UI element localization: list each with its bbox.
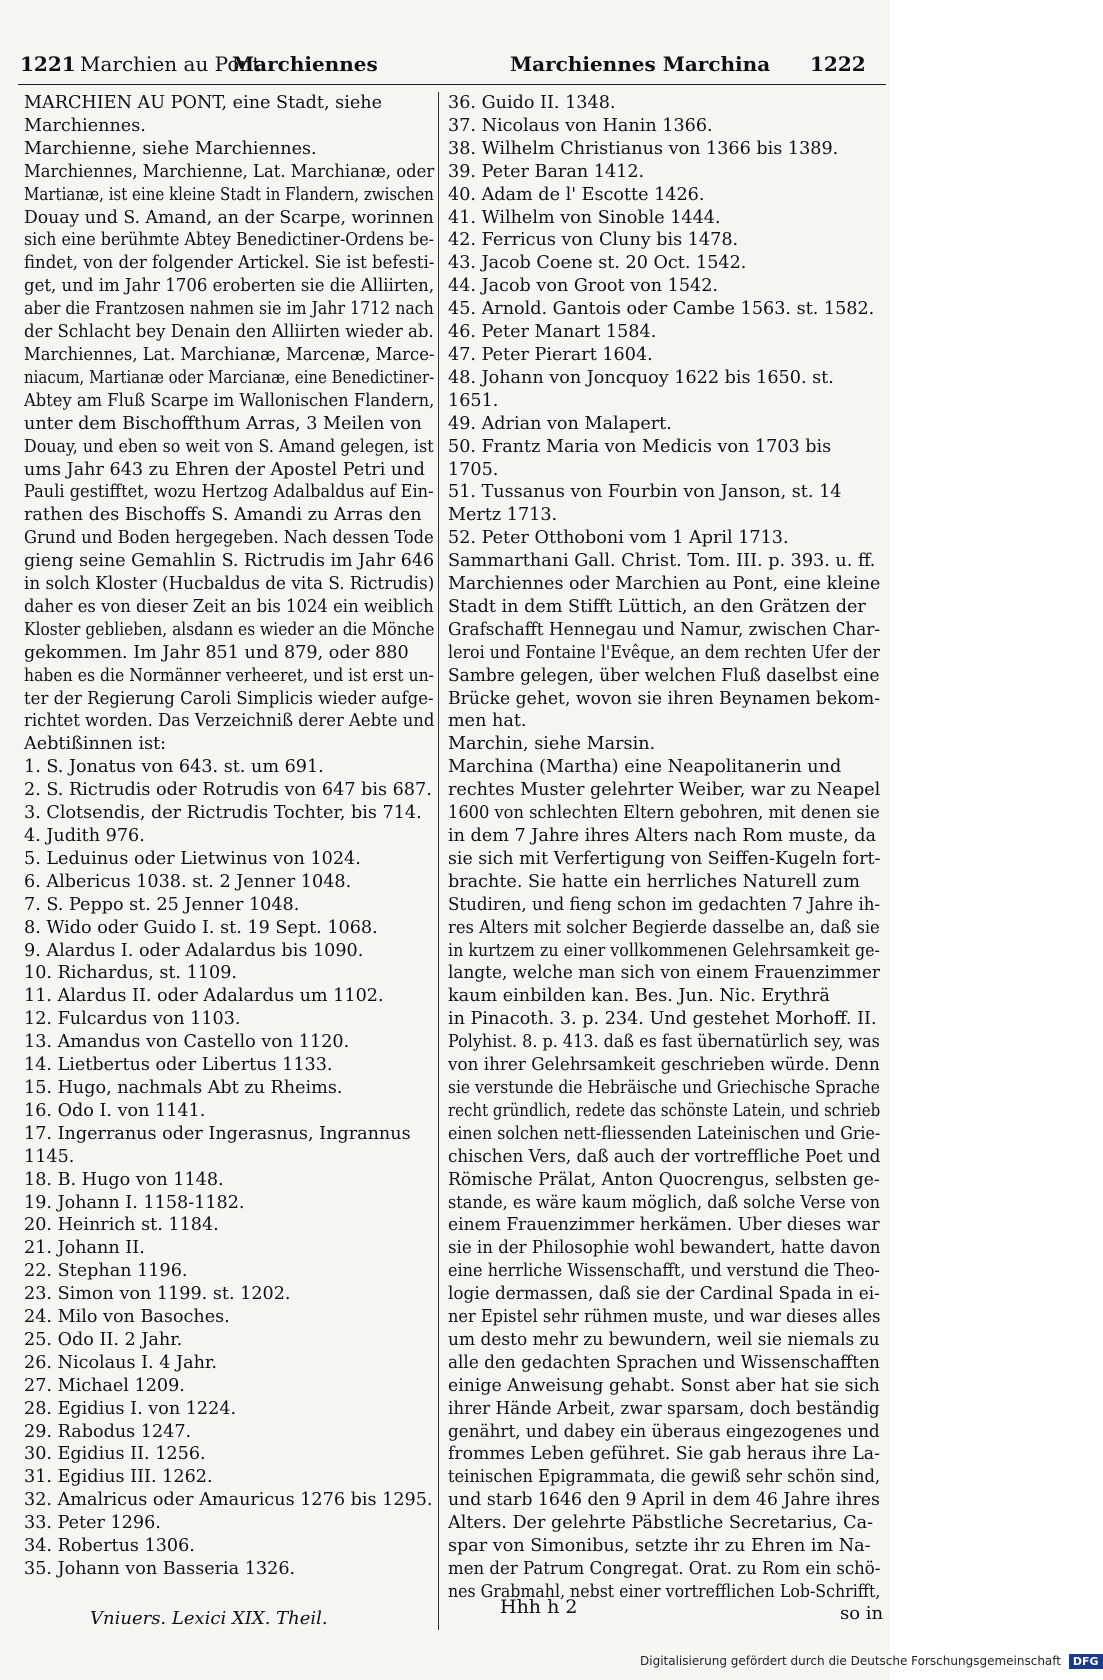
left-column-line: get, und im Jahr 1706 eroberten sie die Alliirten, [24, 276, 435, 297]
left-column-line: 7. S. Peppo st. 25 Jenner 1048. [24, 894, 300, 915]
right-column-line: einem Frauenzimmer herkämen. Uber dieses war [448, 1215, 880, 1236]
right-column-line: teinischen Epigrammata, die gewiß sehr schön sind, [448, 1467, 881, 1488]
right-column-line: 43. Jacob Coene st. 20 Oct. 1542. [448, 253, 747, 274]
left-column-line: 31. Egidius III. 1262. [24, 1467, 213, 1488]
right-column-line: sie sich mit Verfertigung von Seiffen-Kugeln fort- [448, 848, 881, 869]
left-column-line: 11. Alardus II. oder Adalardus um 1102. [24, 986, 384, 1007]
right-column-line: 1651. [448, 390, 499, 411]
right-column-line: stande, es wäre kaum möglich, daß solche Verse von [448, 1192, 881, 1213]
left-column-line: gekommen. Im Jahr 851 und 879, oder 880 [24, 642, 409, 663]
right-column-line: 47. Peter Pierart 1604. [448, 344, 653, 365]
left-column-line: MARCHIEN AU PONT, eine Stadt, siehe [24, 93, 382, 113]
right-column-line: 52. Peter Otthoboni vom 1 April 1713. [448, 528, 789, 549]
left-column-line: sich eine berühmte Abtey Benedictiner-Ordens be- [24, 230, 434, 251]
left-column-line: 15. Hugo, nachmals Abt zu Rheims. [24, 1077, 343, 1098]
right-column-line: in kurtzem zu einer vollkommenen Gelehrsamkeit ge- [448, 940, 880, 961]
right-column-line: logie dermassen, daß sie der Cardinal Spada in ei- [448, 1284, 880, 1305]
left-column-line: 1. S. Jonatus von 643. st. um 691. [24, 757, 324, 778]
right-column-line: eine herrliche Wissenschafft, und verstund die Theo- [448, 1261, 880, 1282]
right-column-line: um desto mehr zu bewundern, weil sie niemals zu [448, 1329, 880, 1350]
signature-mark: Hhh h 2 [500, 1596, 578, 1618]
right-column-line: langte, welche man sich von einem Frauenzimmer [448, 963, 880, 984]
right-column-line: kaum einbilden kan. Bes. Jun. Nic. Erythrä [448, 986, 830, 1007]
right-column-line: in Pinacoth. 3. p. 234. Und gestehet Morhoff. II. [448, 1009, 877, 1030]
left-column-line: Marchienne, siehe Marchiennes. [24, 138, 317, 159]
right-column-line: leroi und Fontaine l'Evêque, an dem rechten Ufer der [448, 642, 880, 663]
left-column-line: Kloster geblieben, alsdann es wieder an die Mönche [24, 619, 435, 640]
header-rule [18, 84, 886, 85]
right-column-line: chischen Vers, daß auch der vortreffliche Poet und [448, 1146, 881, 1167]
right-column-line: Polyhist. 8. p. 413. daß es fast übernatürlich sey, was [448, 1032, 880, 1053]
left-column-line: 30. Egidius II. 1256. [24, 1444, 206, 1465]
left-column-line: Martianæ, ist eine kleine Stadt in Flandern, zwischen [24, 184, 434, 205]
left-column-line: 6. Albericus 1038. st. 2 Jenner 1048. [24, 871, 352, 892]
right-column-line: 39. Peter Baran 1412. [448, 161, 645, 182]
right-column-line: Marchina (Martha) eine Neapolitanerin und [448, 757, 842, 778]
right-column-line: recht gründlich, redete das schönste Latein, und schrieb [448, 1100, 881, 1121]
left-column-line: 17. Ingerranus oder Ingerasnus, Ingrannus [24, 1123, 411, 1144]
right-column-line: 41. Wilhelm von Sinoble 1444. [448, 207, 721, 228]
right-column-line: einige Anweisung gehabt. Sonst aber hat sie sich [448, 1375, 880, 1396]
right-column-line: men hat. [448, 711, 527, 732]
left-page-number: 1221 [20, 52, 76, 76]
left-column-line: daher es von dieser Zeit an bis 1024 ein weiblich [24, 596, 434, 617]
left-column-line: 19. Johann I. 1158-1182. [24, 1192, 245, 1213]
left-running-title: Marchien au Pont [80, 52, 261, 76]
right-column-line: alle den gedachten Sprachen und Wissenschafften [448, 1352, 880, 1373]
right-column-line: Stadt in dem Stifft Lüttich, an den Grätzen der [448, 596, 866, 617]
left-column-line: 12. Fulcardus von 1103. [24, 1009, 241, 1030]
left-column-line: 13. Amandus von Castello von 1120. [24, 1032, 350, 1053]
right-column-line: Brücke gehet, wovon sie ihren Beynamen bekom- [448, 688, 881, 709]
right-column-line: Studiren, und fieng schon im gedachten 7 Jahre ih- [448, 894, 881, 915]
right-column-line: sie verstunde die Hebräische und Griechische Sprache [448, 1077, 880, 1098]
left-column-line: 29. Rabodus 1247. [24, 1421, 192, 1442]
left-column-line: Abtey am Fluß Scarpe im Wallonischen Flandern, [24, 390, 435, 411]
right-running-title: Marchiennes Marchina [510, 52, 771, 76]
dfg-credit [640, 1654, 1103, 1669]
right-column-line: von ihrer Gelehrsamkeit geschrieben würde. Denn [448, 1055, 880, 1076]
left-column-line: 27. Michael 1209. [24, 1375, 185, 1396]
left-column-line: niacum, Martianæ oder Marcianæ, eine Benedictiner- [24, 367, 435, 388]
catchword: so in [840, 1603, 884, 1624]
left-column-line: 14. Lietbertus oder Libertus 1133. [24, 1055, 333, 1076]
page-header [20, 52, 886, 86]
left-column-line: findet, von der folgender Artickel. Sie ist befesti- [24, 253, 435, 274]
right-column-line: Grafschafft Hennegau und Namur, zwischen Char- [448, 619, 881, 640]
right-column-line: 40. Adam de l' Escotte 1426. [448, 184, 705, 205]
left-column-line: Marchiennes, Marchienne, Lat. Marchianæ, oder [24, 161, 435, 182]
left-column-line: richtet worden. Das Verzeichniß derer Aebte und [24, 711, 435, 732]
right-column-line: 51. Tussanus von Fourbin von Janson, st. 14 [448, 482, 842, 503]
right-column-line: res Alters mit solcher Begierde dasselbe an, daß sie [448, 917, 880, 938]
right-column-line: brachte. Sie hatte ein herrliches Naturell zum [448, 871, 860, 892]
left-column-line: 16. Odo I. von 1141. [24, 1100, 206, 1121]
right-column-line: 45. Arnold. Gantois oder Cambe 1563. st. 1582. [448, 299, 875, 320]
right-column-line: genährt, und dabey ein überaus eingezogenes und [448, 1421, 880, 1442]
right-column-line: in dem 7 Jahre ihres Alters nach Rom muste, da [448, 826, 876, 846]
left-column-line: 32. Amalricus oder Amauricus 1276 bis 1295. [24, 1490, 433, 1511]
right-column-line: ner Epistel sehr rühmen muste, und war dieses alles [448, 1307, 881, 1328]
right-column-line: 37. Nicolaus von Hanin 1366. [448, 115, 713, 136]
left-column-line: in solch Kloster (Hucbaldus de vita S. Rictrudis) [24, 574, 435, 595]
left-column-line: 25. Odo II. 2 Jahr. [24, 1329, 183, 1350]
left-column-line: aber die Frantzosen nahmen sie im Jahr 1712 nach [24, 299, 434, 320]
left-column-line: 22. Stephan 1196. [24, 1261, 188, 1282]
right-column-line: Mertz 1713. [448, 505, 558, 526]
right-column-line: Sammarthani Gall. Christ. Tom. III. p. 393. u. ff. [448, 551, 876, 572]
left-column-line: 4. Judith 976. [24, 826, 145, 846]
right-column-line: 48. Johann von Joncquoy 1622 bis 1650. st. [448, 367, 834, 388]
left-column-line: rathen des Bischoffs S. Amandi zu Arras den [24, 505, 422, 526]
right-column-line: einen solchen nett-fliessenden Lateinischen und Grie- [448, 1123, 881, 1144]
right-column-line: men der Patrum Congregat. Orat. zu Rom ein schö- [448, 1559, 881, 1579]
left-running-title-2: Marchiennes [232, 52, 378, 76]
left-column-line: ter der Regierung Caroli Simplicis wieder aufge- [24, 688, 434, 709]
right-column-line: 38. Wilhelm Christianus von 1366 bis 1389. [448, 138, 839, 159]
right-column-line: sie in der Philosophie wohl bewandert, hatte davon [448, 1238, 881, 1259]
right-column-line: nes Grabmahl, nebst einer vortrefflichen Lob-Schrifft, [448, 1581, 881, 1602]
right-column [448, 92, 880, 1604]
right-column-line: ihrer Hände Arbeit, zwar sparsam, doch beständig [448, 1398, 880, 1419]
dfg-logo: DFG [1069, 1654, 1103, 1669]
right-column-line: rechtes Muster gelehrter Weiber, war zu Neapel [448, 780, 881, 801]
left-column-line: 9. Alardus I. oder Adalardus bis 1090. [24, 940, 364, 961]
right-column-line: Marchiennes oder Marchien au Pont, eine kleine [448, 574, 881, 595]
right-column-line: spar von Simonibus, setzte ihr zu Ehren im Na- [448, 1536, 871, 1557]
right-column-line: 36. Guido II. 1348. [448, 93, 616, 113]
left-column [24, 92, 434, 1581]
right-column-line: frommes Leben geführet. Sie gab heraus ihre La- [448, 1444, 880, 1465]
left-column-line: gieng seine Gemahlin S. Rictrudis im Jahr 646 [24, 551, 435, 572]
dfg-credit-text: Digitalisierung gefördert durch die Deutsche Forschungsgemeinschaft [640, 1654, 1062, 1668]
left-column-line: Marchiennes, Lat. Marchianæ, Marcenæ, Marce- [24, 344, 435, 365]
left-column-line: der Schlacht bey Denain den Alliirten wieder ab. [24, 322, 434, 343]
right-column-line: Alters. Der gelehrte Päbstliche Secretarius, Ca- [448, 1513, 874, 1534]
right-column-line: 50. Frantz Maria von Medicis von 1703 bis [448, 436, 832, 457]
left-column-line: 24. Milo von Basoches. [24, 1307, 230, 1328]
right-column-line: 1705. [448, 459, 499, 480]
right-column-line: und starb 1646 den 9 April in dem 46 Jahre ihres [448, 1490, 880, 1511]
left-column-line: 3. Clotsendis, der Rictrudis Tochter, bis 714. [24, 803, 422, 824]
left-column-line: 23. Simon von 1199. st. 1202. [24, 1284, 291, 1305]
right-column-line: Marchin, siehe Marsin. [448, 734, 656, 755]
left-column-line: 1145. [24, 1146, 75, 1167]
left-column-line: 8. Wido oder Guido I. st. 19 Sept. 1068. [24, 917, 378, 938]
left-column-line: 34. Robertus 1306. [24, 1536, 195, 1557]
right-column-line: Sambre gelegen, über welchen Fluß daselbst eine [448, 665, 880, 686]
right-column-line: Römische Prälat, Anton Quocrengus, selbsten ge- [448, 1169, 880, 1190]
right-column-line: 46. Peter Manart 1584. [448, 322, 657, 343]
right-column-line: 42. Ferricus von Cluny bis 1478. [448, 230, 739, 251]
left-column-line: 35. Johann von Basseria 1326. [24, 1559, 296, 1579]
left-column-line: 21. Johann II. [24, 1238, 145, 1259]
left-column-line: Douay, und eben so weit von S. Amand gelegen, ist [24, 436, 434, 457]
left-column-line: 20. Heinrich st. 1184. [24, 1215, 219, 1236]
right-column-line: 49. Adrian von Malapert. [448, 413, 672, 434]
right-column-line: 1600 von schlechten Eltern gebohren, mit denen sie [448, 803, 880, 824]
volume-note: Vniuers. Lexici XIX. Theil. [90, 1608, 328, 1629]
left-column-line: 5. Leduinus oder Lietwinus von 1024. [24, 848, 361, 869]
right-page-number: 1222 [810, 52, 866, 76]
column-divider [438, 92, 439, 1630]
left-column-line: Douay und S. Amand, an der Scarpe, worinnen [24, 207, 434, 228]
left-column-line: Aebtißinnen ist: [24, 734, 167, 755]
left-column-line: haben es die Normänner verheeret, und ist erst un- [24, 665, 434, 686]
left-column-line: unter dem Bischoffthum Arras, 3 Meilen von [24, 413, 422, 434]
left-column-line: 26. Nicolaus I. 4 Jahr. [24, 1352, 217, 1373]
right-column-line: 44. Jacob von Groot von 1542. [448, 276, 719, 297]
left-column-line: ums Jahr 643 zu Ehren der Apostel Petri und [24, 459, 425, 480]
left-column-line: 2. S. Rictrudis oder Rotrudis von 647 bis 687. [24, 780, 432, 801]
left-column-line: 10. Richardus, st. 1109. [24, 963, 237, 984]
left-column-line: Grund und Boden hergegeben. Nach dessen Tode [24, 528, 434, 549]
left-column-line: 28. Egidius I. von 1224. [24, 1398, 237, 1419]
left-column-line: Pauli gestifftet, wozu Hertzog Adalbaldus auf Ein- [24, 482, 434, 503]
left-column-line: Marchiennes. [24, 115, 146, 136]
left-column-line: 33. Peter 1296. [24, 1513, 161, 1534]
left-column-line: 18. B. Hugo von 1148. [24, 1169, 224, 1190]
